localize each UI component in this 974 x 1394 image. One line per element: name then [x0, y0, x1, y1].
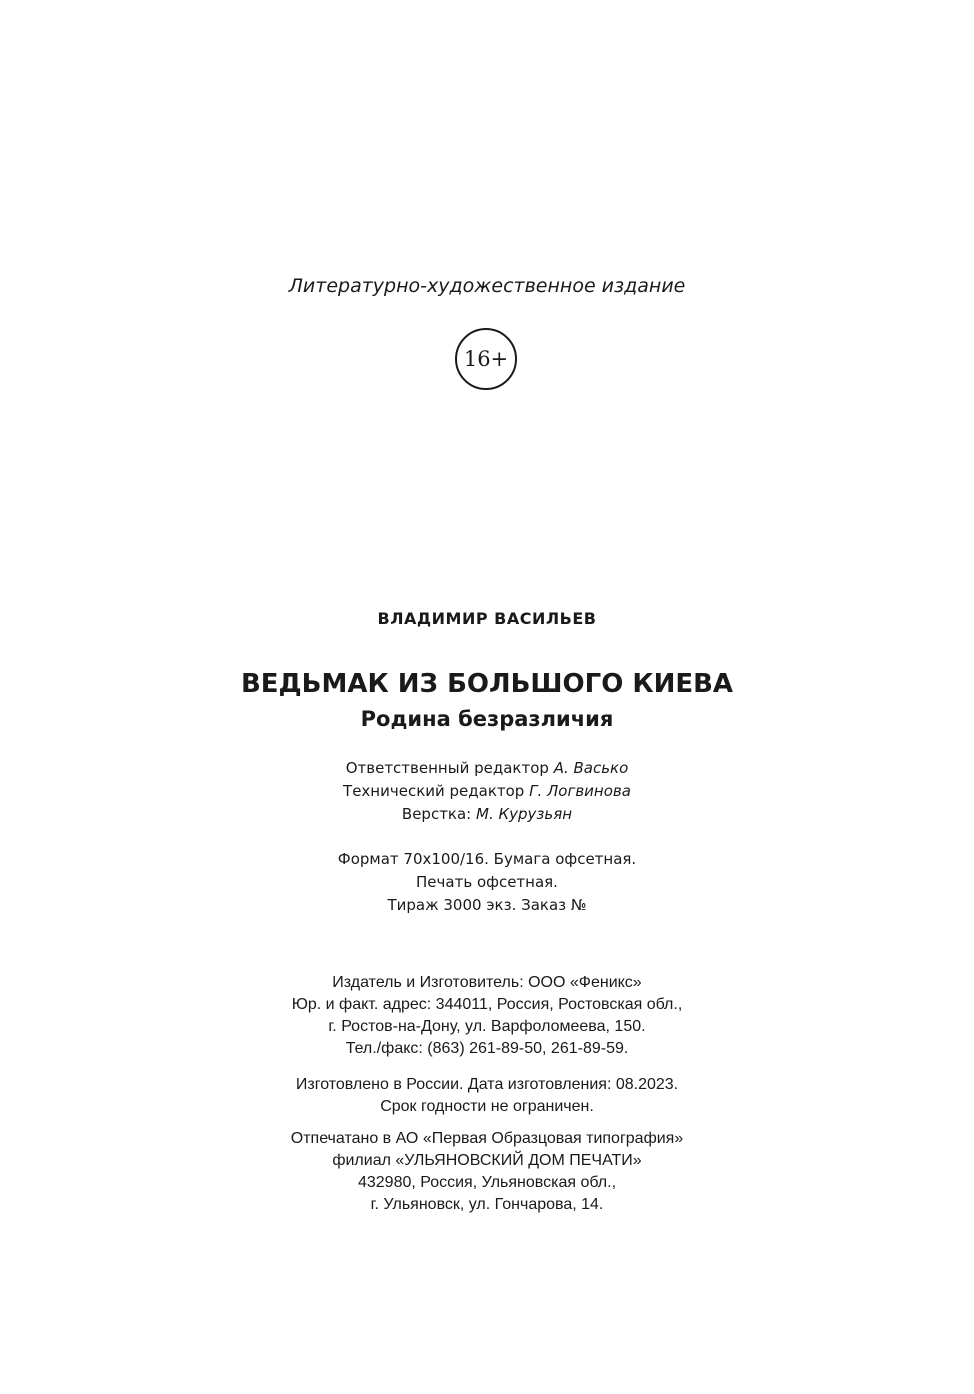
- book-title: ВЕДЬМАК ИЗ БОЛЬШОГО КИЕВА: [240, 669, 734, 699]
- credit-line: [0, 805, 974, 823]
- spec-line: Печать офсетная.: [416, 873, 558, 891]
- spec-line: Формат 70x100/16. Бумага офсетная.: [337, 850, 637, 868]
- spec-line: Тираж 3000 экз. Заказ №: [387, 896, 587, 914]
- credit-role: Верстка:: [401, 805, 472, 823]
- manufacture-line: Срок годности не ограничен.: [380, 1098, 594, 1115]
- credit-person: Г. Логвинова: [529, 782, 631, 800]
- publisher-line: Юр. и факт. адрес: 344011, Россия, Ростовская обл.,: [291, 996, 683, 1013]
- age-rating-label: 16+: [463, 347, 509, 371]
- credit-role: Ответственный редактор: [345, 759, 549, 777]
- credit-role: Технический редактор: [343, 782, 525, 800]
- credit-line: [0, 759, 974, 777]
- credit-person: М. Курузьян: [476, 805, 573, 823]
- credit-person: А. Васько: [553, 759, 629, 777]
- edition-type: Литературно-художественное издание: [288, 275, 686, 297]
- printer-line: Отпечатано в АО «Первая Образцовая типография»: [290, 1130, 684, 1147]
- publisher-line: Тел./факс: (863) 261-89-50, 261-89-59.: [345, 1040, 629, 1057]
- credit-line: [0, 782, 974, 800]
- book-subtitle: Родина безразличия: [360, 707, 614, 731]
- publisher-line: г. Ростов-на-Дону, ул. Варфоломеева, 150.: [328, 1018, 646, 1035]
- author-name: ВЛАДИМИР ВАСИЛЬЕВ: [377, 609, 597, 628]
- printer-line: 432980, Россия, Ульяновская обл.,: [357, 1174, 617, 1191]
- age-rating-badge: [455, 328, 517, 390]
- printer-line: филиал «УЛЬЯНОВСКИЙ ДОМ ПЕЧАТИ»: [332, 1152, 642, 1169]
- publisher-line: Издатель и Изготовитель: ООО «Феникс»: [332, 974, 642, 991]
- manufacture-line: Изготовлено в России. Дата изготовления: 08.2023.: [295, 1076, 679, 1093]
- printer-line: г. Ульяновск, ул. Гончарова, 14.: [370, 1196, 604, 1213]
